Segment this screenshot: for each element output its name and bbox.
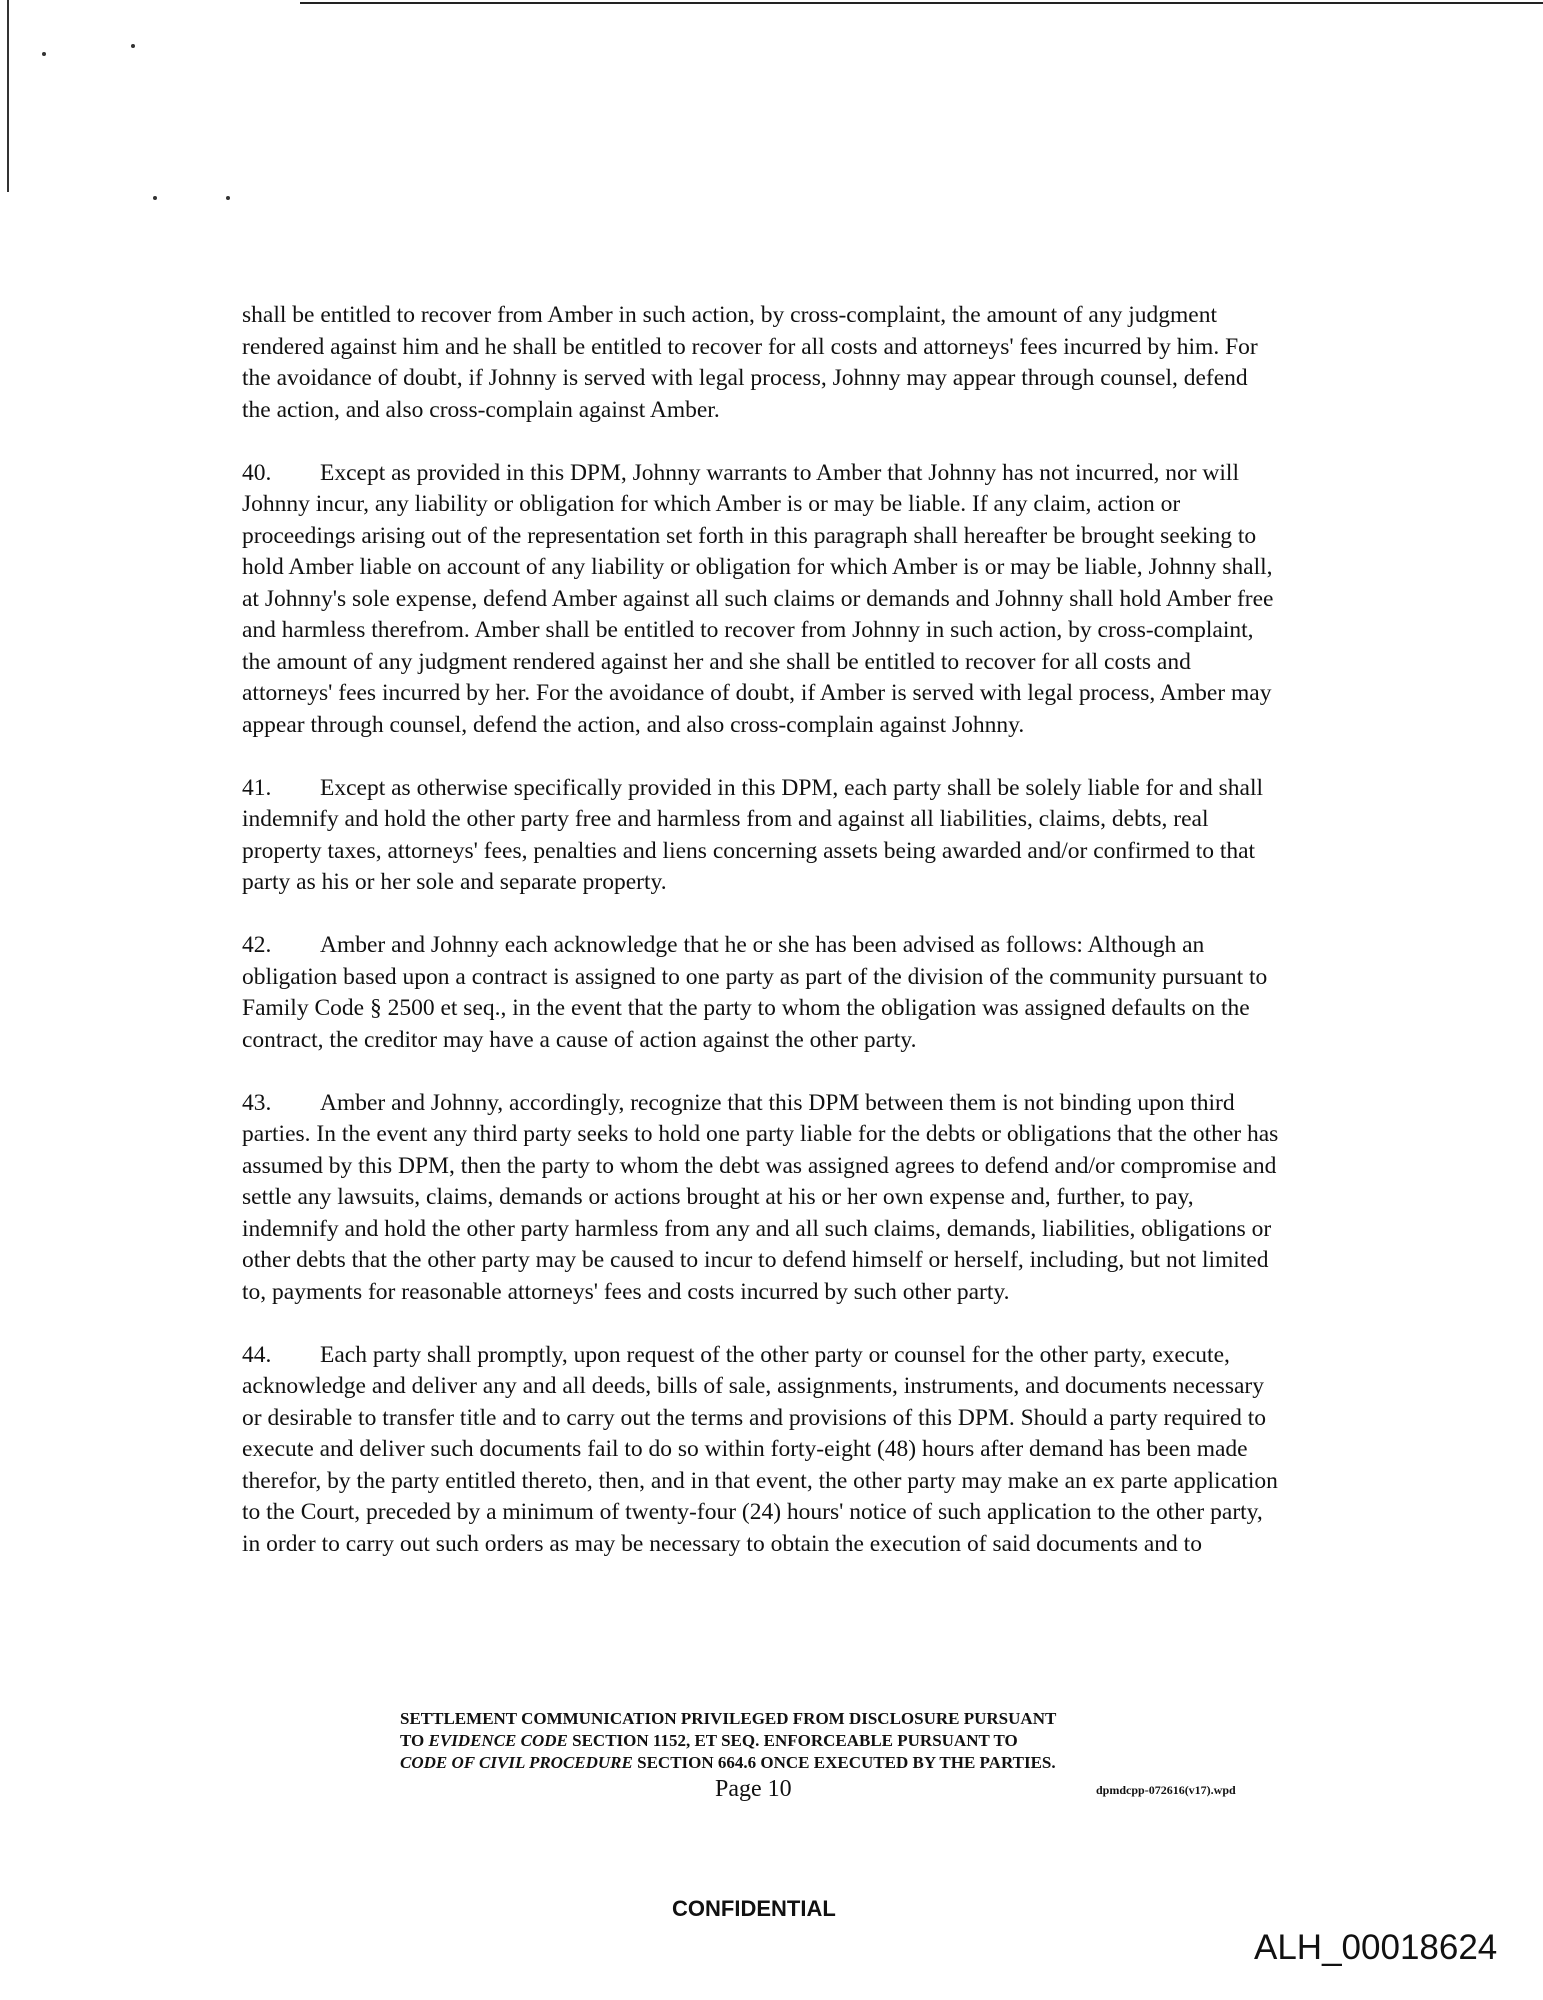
scan-speck	[131, 44, 135, 48]
page-number: Page 10	[715, 1776, 792, 1802]
bates-number: ALH_00018624	[1254, 1928, 1498, 1967]
scan-speck	[226, 196, 230, 200]
paragraph-number: 44.	[242, 1341, 272, 1368]
paragraph-text: Amber and Johnny, accordingly, recognize that this DPM between them is not binding upon third parties. In the event any third party seeks to hold one party liable for the debts or obligations that the other has assumed by this DPM, then the party to whom the debt was assigned agrees to defend and/or compromise and settle any lawsuits, claims, demands or actions brought at his or her own expense and, further, to pay, indemnify and hold the other party harmless from any and all such claims, demands, liabilities, obligations or other debts that the other party may be caused to incur to defend himself or herself, including, but not limited to, payments for reasonable attorneys' fees and costs incurred by such other party.	[242, 1089, 1279, 1305]
document-body	[242, 300, 1282, 1592]
paragraph-text: shall be entitled to recover from Amber in such action, by cross-complaint, the amount of any judgment rendered against him and he shall be entitled to recover for all costs and attorneys' fees incurred by him. For the avoidance of doubt, if Johnny is served with legal process, Johnny may appear through counsel, defend the action, and also cross-complain against Amber.	[242, 302, 1258, 423]
settlement-notice-line: TO EVIDENCE CODE SECTION 1152, ET SEQ. ENFORCEABLE PURSUANT TO	[400, 1731, 1018, 1750]
paragraph-continued	[242, 300, 1282, 426]
paragraph-42	[242, 930, 1282, 1056]
top-rule	[300, 2, 1543, 4]
paragraph-43	[242, 1088, 1282, 1309]
paragraph-text: Except as otherwise specifically provided in this DPM, each party shall be solely liable for and shall indemnify and hold the other party free and harmless from and against all liabilities, claims, debts, real property taxes, attorneys' fees, penalties and liens concerning assets being awarded and/or confirmed to that party as his or her sole and separate property.	[242, 774, 1264, 895]
settlement-notice	[400, 1708, 1200, 1774]
confidential-stamp: CONFIDENTIAL	[672, 1896, 836, 1921]
paragraph-number: 43.	[242, 1089, 272, 1116]
paragraph-41	[242, 773, 1282, 899]
paragraph-text: Each party shall promptly, upon request of the other party or counsel for the other party, execute, acknowledge and deliver any and all deeds, bills of sale, assignments, instruments, and documents necessary or desirable to transfer title and to carry out the terms and provisions of this DPM. Should a party required to execute and deliver such documents fail to do so within forty-eight (48) hours after demand has been made therefor, by the party entitled thereto, then, and in that event, the other party may make an ex parte application to the Court, preceded by a minimum of twenty-four (24) hours' notice of such application to the other party, in order to carry out such orders as may be necessary to obtain the execution of said documents and to	[242, 1341, 1278, 1557]
file-reference: dpmdcpp-072616(v17).wpd	[1096, 1783, 1236, 1797]
paragraph-44	[242, 1340, 1282, 1561]
scan-speck	[42, 52, 46, 56]
left-margin-rule	[7, 0, 9, 192]
settlement-notice-line: CODE OF CIVIL PROCEDURE SECTION 664.6 ONCE EXECUTED BY THE PARTIES.	[400, 1753, 1056, 1772]
paragraph-number: 40.	[242, 459, 272, 486]
paragraph-number: 42.	[242, 932, 272, 958]
paragraph-text: Except as provided in this DPM, Johnny warrants to Amber that Johnny has not incurred, nor will Johnny incur, any liability or obligation for which Amber is or may be liable. If any claim, action or proceedings arising out of the representation set forth in this paragraph shall hereafter be brought seeking to hold Amber liable on account of any liability or obligation for which Amber is or may be liable, Johnny shall, at Johnny's sole expense, defend Amber against all such claims or demands and Johnny shall hold Amber free and harmless therefrom. Amber shall be entitled to recover from Johnny in such action, by cross-complaint, the amount of any judgment rendered against her and she shall be entitled to recover for all costs and attorneys' fees incurred by her. For the avoidance of doubt, if Amber is served with legal process, Amber may appear through counsel, defend the action, and also cross-complain against Johnny.	[242, 459, 1274, 738]
paragraph-text: Amber and Johnny each acknowledge that he or she has been advised as follows: Although an obligation based upon a contract is assigned to one party as part of the division of the community pursuant to Family Code § 2500 et seq., in the event that the party to whom the obligation was assigned defaults on the contract, the creditor may have a cause of action against the other party.	[242, 932, 1268, 1053]
scan-speck	[153, 196, 157, 200]
paragraph-40	[242, 458, 1282, 742]
settlement-notice-line: SETTLEMENT COMMUNICATION PRIVILEGED FROM DISCLOSURE PURSUANT	[400, 1709, 1057, 1728]
paragraph-number: 41.	[242, 774, 272, 801]
